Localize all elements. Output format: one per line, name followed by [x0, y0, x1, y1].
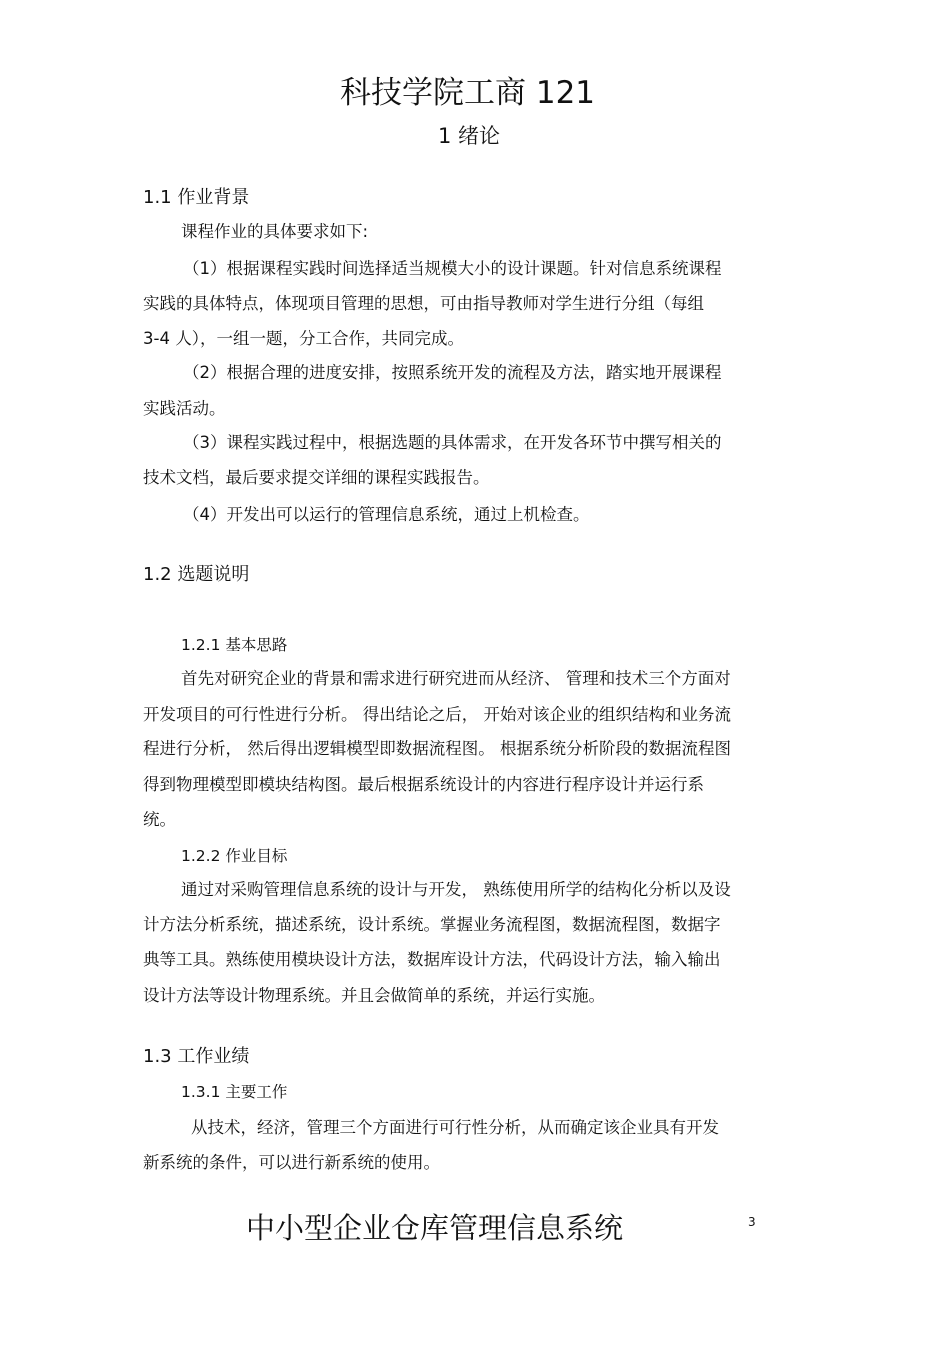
- chapter-title: 1 绪论: [438, 124, 501, 148]
- paragraph-line: （3）课程实践过程中，根据选题的具体需求，在开发各环节中撰写相关的: [183, 433, 722, 452]
- paragraph-line: 程进行分析， 然后得出逻辑模型即数据流程图。 根据系统分析阶段的数据流程图: [143, 739, 731, 758]
- paragraph-line: 开发项目的可行性进行分析。 得出结论之后， 开始对该企业的组织结构和业务流: [143, 705, 731, 724]
- paragraph-line: （1）根据课程实践时间选择适当规模大小的设计课题。针对信息系统课程: [183, 259, 722, 278]
- paragraph-line: （4）开发出可以运行的管理信息系统，通过上机检查。: [183, 505, 590, 524]
- paragraph-line: 通过对采购管理信息系统的设计与开发， 熟练使用所学的结构化分析以及设: [181, 880, 731, 899]
- paragraph-line: 设计方法等设计物理系统。并且会做简单的系统，并运行实施。: [143, 986, 605, 1005]
- paragraph-line: 课程作业的具体要求如下:: [181, 222, 369, 241]
- document-header-title: 科技学院工商 121: [340, 75, 596, 111]
- paragraph-line: 3-4 人），一组一题，分工合作，共同完成。: [143, 329, 464, 348]
- paragraph-line: 首先对研究企业的背景和需求进行研究进而从经济、 管理和技术三个方面对: [181, 669, 731, 688]
- section-1-1-heading: 1.1 作业背景: [143, 187, 250, 208]
- paragraph-line: 新系统的条件，可以进行新系统的使用。: [143, 1153, 440, 1172]
- paragraph-line: 实践的具体特点，体现项目管理的思想，可由指导教师对学生进行分组（每组: [143, 294, 704, 313]
- paragraph-line: 统。: [143, 810, 176, 829]
- footer-title: 中小型企业仓库管理信息系统: [246, 1211, 624, 1245]
- paragraph-line: 得到物理模型即模块结构图。最后根据系统设计的内容进行程序设计并运行系: [143, 775, 704, 794]
- page-number: 3: [748, 1215, 756, 1229]
- paragraph-line: 从技术，经济，管理三个方面进行可行性分析，从而确定该企业具有开发: [191, 1118, 719, 1137]
- subsection-1-3-1-heading: 1.3.1 主要工作: [181, 1083, 288, 1101]
- section-1-2-heading: 1.2 选题说明: [143, 564, 250, 585]
- paragraph-line: （2）根据合理的进度安排，按照系统开发的流程及方法，踏实地开展课程: [183, 363, 722, 382]
- subsection-1-2-2-heading: 1.2.2 作业目标: [181, 847, 288, 865]
- paragraph-line: 实践活动。: [143, 399, 226, 418]
- paragraph-line: 技术文档，最后要求提交详细的课程实践报告。: [143, 468, 490, 487]
- paragraph-line: 计方法分析系统，描述系统，设计系统。掌握业务流程图，数据流程图，数据字: [143, 915, 721, 934]
- paragraph-line: 典等工具。熟练使用模块设计方法，数据库设计方法，代码设计方法，输入输出: [143, 950, 721, 969]
- subsection-1-2-1-heading: 1.2.1 基本思路: [181, 636, 288, 654]
- section-1-3-heading: 1.3 工作业绩: [143, 1046, 250, 1067]
